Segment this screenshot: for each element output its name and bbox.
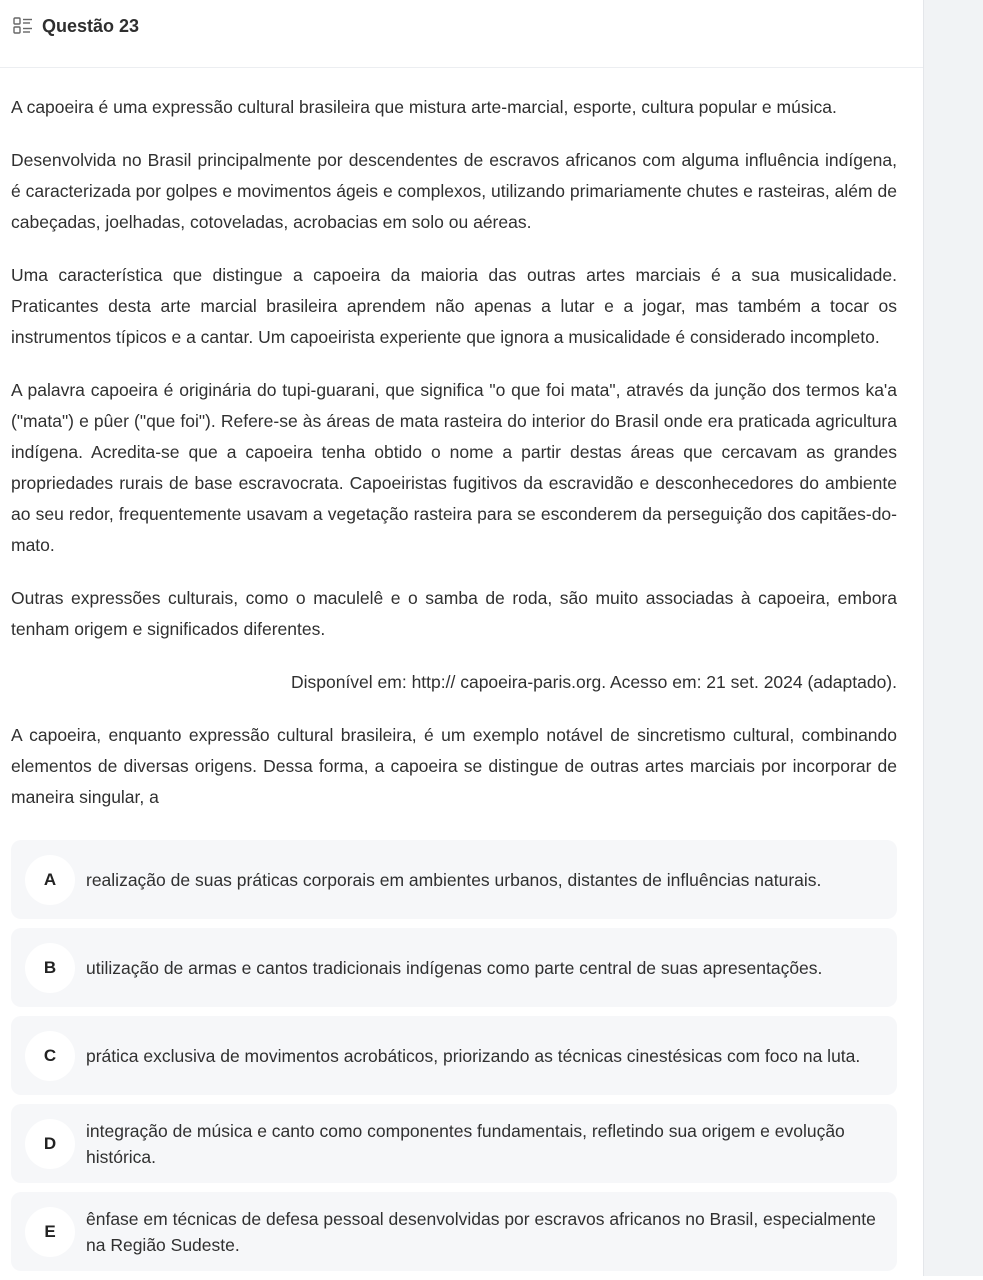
page-title: Questão 23	[42, 16, 140, 36]
option-letter: A	[25, 855, 75, 905]
option-letter: C	[25, 1031, 75, 1081]
option-text: utilização de armas e cantos tradicionais indígenas como parte central de suas apresentações.	[86, 957, 823, 978]
question-content	[0, 68, 923, 813]
option-letter: D	[25, 1119, 75, 1169]
question-statement: A capoeira, enquanto expressão cultural brasileira, é um exemplo notável de sincretismo cultural, combinando elementos de diversas origens. Dessa forma, a capoeira se distingue de outras artes marciais por incorporar de maneira singular, a	[11, 725, 897, 807]
option-b[interactable]	[11, 928, 897, 1007]
side-panel	[923, 0, 983, 1276]
option-d[interactable]	[11, 1104, 897, 1183]
option-letter: B	[25, 943, 75, 993]
option-c[interactable]	[11, 1016, 897, 1095]
option-text: ênfase em técnicas de defesa pessoal desenvolvidas por escravos africanos no Brasil, especialmente na Região Sudeste.	[86, 1208, 876, 1255]
answer-options	[11, 840, 897, 1280]
text-paragraph: Uma característica que distingue a capoeira da maioria das outras artes marciais é a sua musicalidade. Praticantes desta arte marcial brasileira aprendem não apenas a lutar e a jogar, mas também a tocar os instrumentos típicos e a cantar. Um capoeirista experiente que ignora a musicalidade é considerado incompleto.	[11, 265, 897, 347]
text-paragraph: A capoeira é uma expressão cultural brasileira que mistura arte-marcial, esporte, cultura popular e música.	[11, 97, 837, 117]
text-paragraph: A palavra capoeira é originária do tupi-guarani, que significa "o que foi mata", através da junção dos termos ka'a ("mata") e pûer ("que foi"). Refere-se às áreas de mata rasteira do interior do Brasil onde era praticada agricultura indígena. Acredita-se que a capoeira tenha obtido o nome a partir destas áreas que cercavam as grandes propriedades rurais de base escravocrata. Capoeiristas fugitivos da escravidão e desconhecedores do ambiente ao seu redor, frequentemente usavam a vegetação rasteira para se esconderem da perseguição dos capitães-do-mato.	[11, 380, 897, 555]
option-text: integração de música e canto como componentes fundamentais, refletindo sua origem e evolução histórica.	[86, 1120, 845, 1167]
option-text: realização de suas práticas corporais em ambientes urbanos, distantes de influências naturais.	[86, 869, 822, 890]
question-header	[0, 0, 923, 68]
text-paragraph: Outras expressões culturais, como o maculelê e o samba de roda, são muito associadas à capoeira, embora tenham origem e significados diferentes.	[11, 588, 897, 639]
text-paragraph: Desenvolvida no Brasil principalmente por descendentes de escravos africanos com alguma influência indígena, é caracterizada por golpes e movimentos ágeis e complexos, utilizando primariamente chutes e rasteiras, além de cabeçadas, joelhadas, cotoveladas, acrobacias em solo ou aéreas.	[11, 150, 897, 232]
option-text: prática exclusiva de movimentos acrobáticos, priorizando as técnicas cinestésicas com foco na luta.	[86, 1045, 861, 1066]
source-citation: Disponível em: http:// capoeira-paris.org. Acesso em: 21 set. 2024 (adaptado).	[290, 672, 897, 692]
option-e[interactable]	[11, 1192, 897, 1271]
list-icon	[13, 16, 33, 36]
option-a[interactable]	[11, 840, 897, 919]
option-letter: E	[25, 1207, 75, 1257]
